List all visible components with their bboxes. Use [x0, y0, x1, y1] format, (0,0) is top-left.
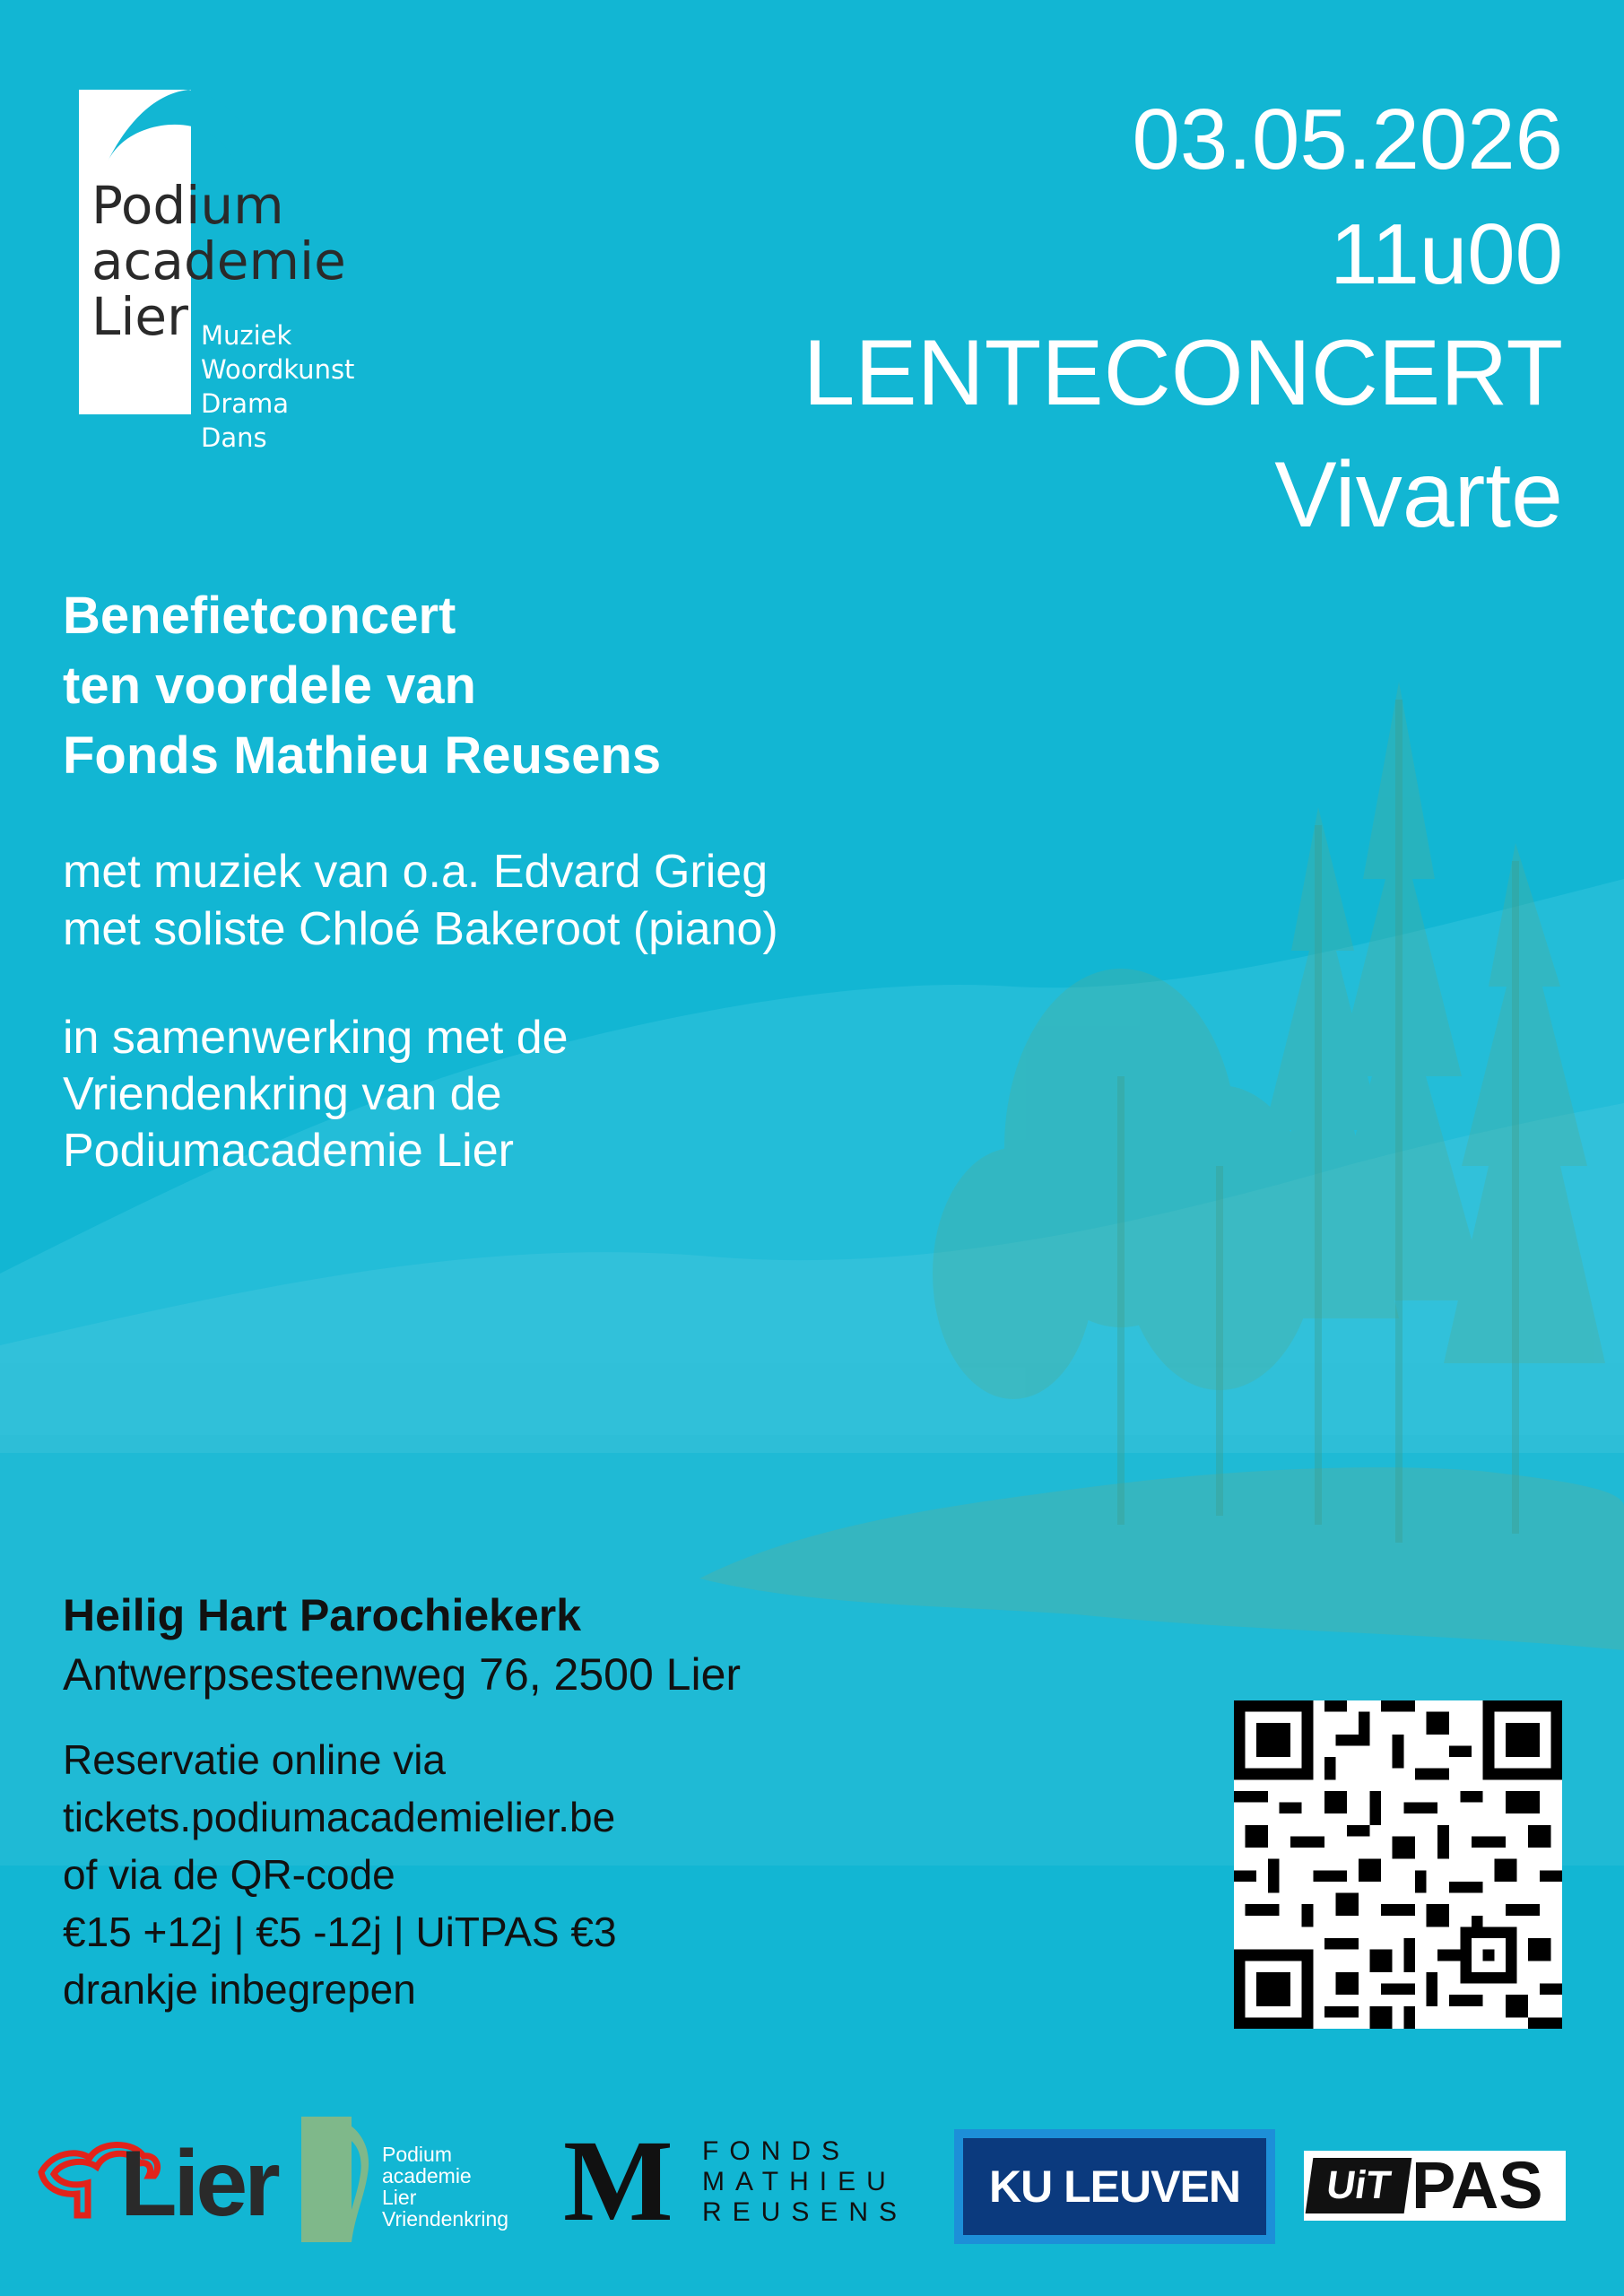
sponsor-lier-logo	[34, 2117, 277, 2242]
benefit-line: Fonds Mathieu Reusens	[63, 726, 662, 785]
event-ensemble: Vivarte	[1274, 443, 1563, 547]
logo-line-2: academie	[91, 230, 346, 291]
music-line: met muziek van o.a. Edvard Grieg	[63, 846, 769, 898]
sponsor-uitpas-logo	[1304, 2148, 1566, 2222]
logo-line-1: Podium	[91, 175, 284, 236]
uitpas-uit-mark: UiT	[1306, 2158, 1412, 2213]
reservation-line: drankje inbegrepen	[63, 1966, 416, 2013]
reservation-prices: €15 +12j | €5 -12j | UiTPAS €3	[63, 1909, 617, 1955]
logo-line-3: Lier	[91, 286, 188, 347]
ku-leuven-wordmark: KU LEUVEN	[963, 2138, 1266, 2235]
reservation-info	[63, 1731, 741, 2018]
sponsor-ku-leuven-logo	[954, 2129, 1275, 2244]
collab-line: Vriendenkring van de	[63, 1068, 502, 1120]
uitpas-pas-mark: PAS	[1411, 2148, 1543, 2222]
fonds-wordmark	[702, 2136, 908, 2228]
sponsor-vriendenkring-logo	[301, 2117, 508, 2242]
reservation-line: of via de QR-code	[63, 1851, 395, 1898]
collab-line: Podiumacademie Lier	[63, 1125, 514, 1177]
discipline-drama: Drama	[201, 388, 290, 419]
discipline-dance: Dans	[201, 422, 267, 453]
event-title: LENTECONCERT	[803, 321, 1563, 425]
fonds-line: REUSENS	[702, 2197, 908, 2227]
music-info	[63, 843, 778, 958]
fonds-line: FONDS	[702, 2136, 850, 2166]
venue-name: Heilig Hart Parochiekerk	[63, 1590, 582, 1640]
lier-wordmark: Lier	[120, 2132, 277, 2236]
reservation-line: Reservatie online via	[63, 1736, 447, 1783]
vriendenkring-line: Podium	[382, 2143, 452, 2166]
vriendenkring-line: Lier	[382, 2186, 417, 2209]
collaboration-info	[63, 1010, 569, 1179]
fonds-m-mark: M	[563, 2117, 673, 2246]
vriendenkring-line: academie	[382, 2164, 472, 2187]
benefit-heading	[63, 581, 661, 791]
music-line: met soliste Chloé Bakeroot (piano)	[63, 903, 778, 955]
event-date: 03.05.2026	[1132, 91, 1563, 187]
discipline-music: Muziek	[201, 320, 292, 351]
vriendenkring-text	[382, 2144, 508, 2230]
event-headline	[803, 83, 1563, 556]
fonds-line: MATHIEU	[702, 2167, 897, 2196]
logo-disciplines	[201, 318, 354, 455]
qr-code[interactable]	[1234, 1700, 1562, 2029]
benefit-line: Benefietconcert	[63, 587, 456, 645]
benefit-line: ten voordele van	[63, 657, 476, 715]
vriendenkring-line: Vriendenkring	[382, 2207, 509, 2231]
sponsor-fonds-mathieu-reusens-logo	[563, 2117, 908, 2246]
venue-address: Antwerpsesteenweg 76, 2500 Lier	[63, 1649, 742, 1700]
event-time: 11u00	[1330, 206, 1563, 302]
reservation-url[interactable]: tickets.podiumacademielier.be	[63, 1794, 616, 1840]
discipline-spoken-word: Woordkunst	[201, 354, 355, 385]
collab-line: in samenwerking met de	[63, 1012, 569, 1064]
venue-block	[63, 1586, 741, 2018]
